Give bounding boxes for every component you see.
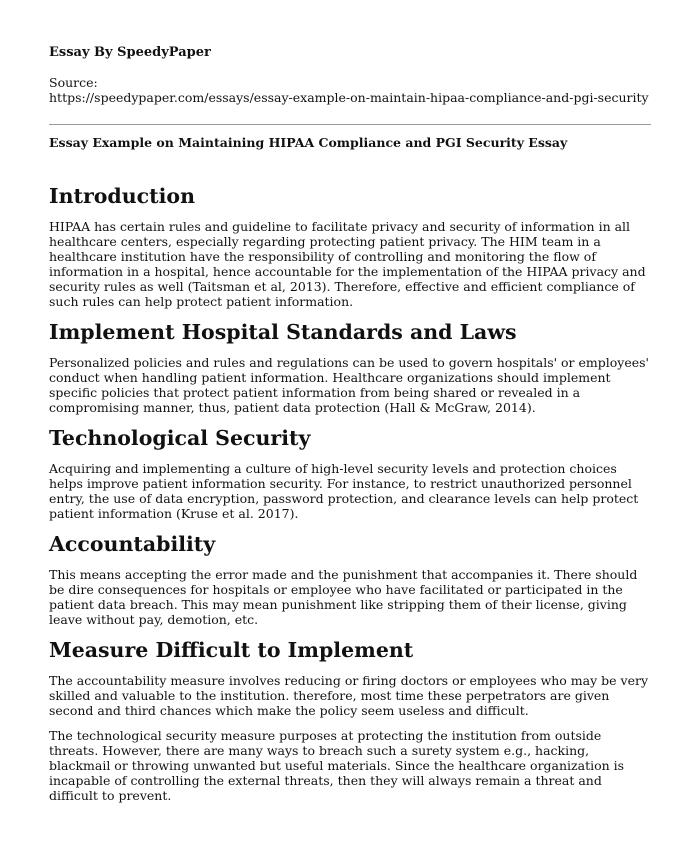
paragraph: HIPAA has certain rules and guideline to facilitate privacy and security of information in all healthcare centers, especially regarding protecting patient privacy. The HIM team in a healthcare institution have the responsibility of controlling and monitoring the flow of information in a hospital, hence accountable for the implementation of the HIPAA privacy and security rules as well (Taitsman et al, 2013). Therefore, effective and efficient compliance of such rules can help protect patient information. xyxy=(49,219,646,309)
section-measure-difficult xyxy=(49,637,651,803)
section-heading: Technological Security xyxy=(49,426,311,450)
section-heading: Measure Difficult to Implement xyxy=(49,638,414,662)
document-title: Essay Example on Maintaining HIPAA Compliance and PGI Security Essay xyxy=(49,135,568,150)
section-heading: Implement Hospital Standards and Laws xyxy=(49,320,517,344)
paragraph: The accountability measure involves reducing or firing doctors or employees who may be very skilled and valuable to the institution. therefore, most time these perpetrators are given second and third chances which make the policy seem useless and difficult. xyxy=(49,673,649,718)
header-divider xyxy=(49,124,651,125)
section-heading: Accountability xyxy=(49,532,216,556)
paragraph: The technological security measure purposes at protecting the institution from outside threats. However, there are many ways to breach such a surety system e.g., hacking, blackmail or throwing unwanted but useful materials. Since the healthcare organization is incapable of controlling the external threats, then they will always remain a threat and difficult to prevent. xyxy=(49,728,625,803)
paragraph: Acquiring and implementing a culture of high-level security levels and protection choices helps improve patient information security. For instance, to restrict unauthorized personnel entry, the use of data encryption, password protection, and clearance levels can help protect patient information (Kruse et al. 2017). xyxy=(49,461,639,521)
essay-body xyxy=(49,183,651,813)
source-url-link[interactable]: https://speedypaper.com/essays/essay-example-on-maintain-hipaa-compliance-and-pgi-security xyxy=(49,90,649,105)
brand-label: Essay By SpeedyPaper xyxy=(49,45,211,60)
paragraph: This means accepting the error made and the punishment that accompanies it. There should be dire consequences for hospitals or employee who have facilitated or participated in the patient data breach. This may mean punishment like stripping them of their license, giving leave without pay, demotion, etc. xyxy=(49,567,638,627)
section-accountability xyxy=(49,531,651,627)
paragraph: Personalized policies and rules and regulations can be used to govern hospitals' or employees' conduct when handling patient information. Healthcare organizations should implement specific policies that protect patient information from being shared or revealed in a compromising manner, thus, patient data protection (Hall & McGraw, 2014). xyxy=(49,355,649,415)
section-heading: Introduction xyxy=(49,184,195,208)
section-introduction xyxy=(49,183,651,309)
section-hospital-standards xyxy=(49,319,651,415)
source-label: Source: xyxy=(49,75,98,90)
section-technological-security xyxy=(49,425,651,521)
